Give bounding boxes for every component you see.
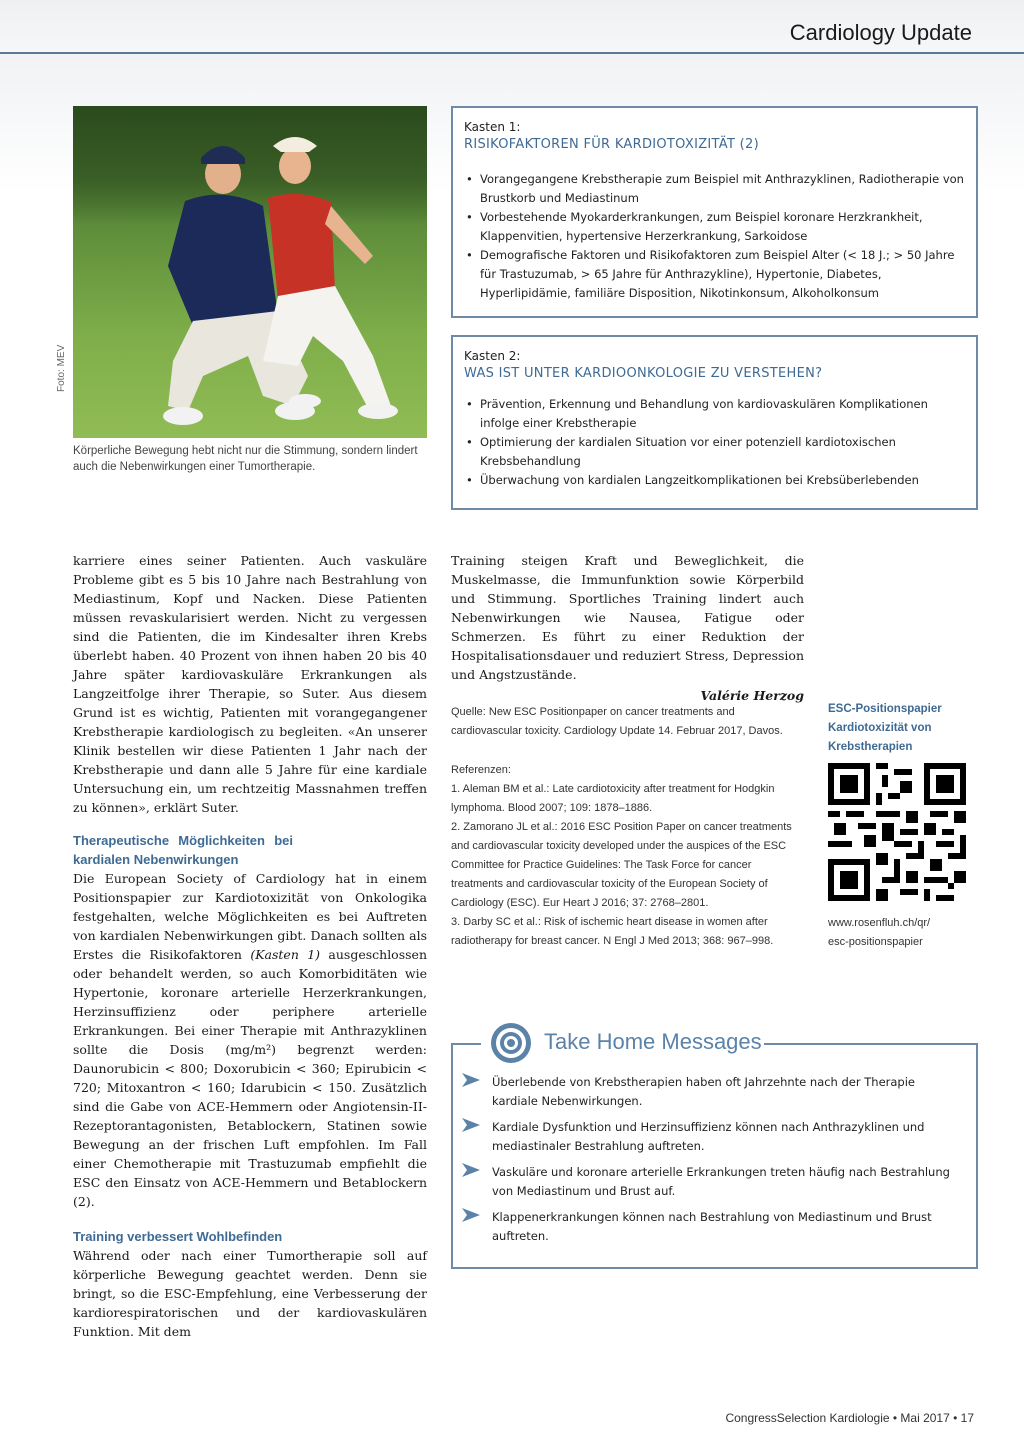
kasten-2-label: Kasten 2: xyxy=(464,349,521,363)
take-home-text: Überlebende von Krebstherapien haben oft Jahrzehnte nach der Therapie kardiale Nebenwirkungen. xyxy=(492,1075,915,1108)
page-footer: CongressSelection Kardiologie • Mai 2017 • 17 xyxy=(725,1411,974,1425)
article-column-2 xyxy=(451,551,804,705)
kasten-2-item: • Optimierung der kardialen Situation vor einer potenziell kardiotoxischen Krebsbehandlung xyxy=(464,433,966,471)
body-paragraph: Training steigen Kraft und Beweglichkeit, die Muskelmasse, die Immunfunktion sowie Körperbild und Stimmung. Sportliches Training lindert auch Nebenwirkungen wie Nausea, Fatigue oder Schmerzen. Es führt zu einer Reduktion der Hospitalisationsdauer und reduziert Stress, Depression und Angstzustände. xyxy=(451,553,804,682)
kasten-1-item: • Vorbestehende Myokarderkrankungen, zum Beispiel koronare Herzkrankheit, Klappenvitien, hypertensive Herzerkrankung, Sarkoidose xyxy=(464,208,966,246)
kasten-reference: (Kasten 1) xyxy=(250,947,321,962)
take-home-border xyxy=(764,1043,976,1045)
kasten-1-item: • Demografische Faktoren und Risikofaktoren zum Beispiel Alter (< 18 J.; > 50 Jahre für Trastuzumab, > 65 Jahre für Anthrazykline), Hypertonie, Diabetes, Hyperlipidämie, familiäre Disposition, Nikotinkonsum, Alkoholkonsum xyxy=(464,246,966,303)
body-paragraph xyxy=(73,869,427,1211)
references-heading: Referenzen: xyxy=(451,764,511,776)
take-home-text: Vaskuläre und koronare arterielle Erkrankungen treten häufig nach Bestrahlung von Mediastinum und Brust auf. xyxy=(492,1165,950,1198)
take-home-text: Kardiale Dysfunktion und Herzinsuffizienz können nach Anthrazyklinen und mediastinaler Bestrahlung auftreten. xyxy=(492,1120,925,1153)
photo-caption: Körperliche Bewegung hebt nicht nur die Stimmung, sondern lindert auch die Nebenwirkungen einer Tumortherapie. xyxy=(73,445,418,473)
qr-title: ESC-Positionspapier Kardiotoxizität von Krebstherapien xyxy=(828,703,942,753)
kasten-2-list xyxy=(464,395,966,490)
kasten-1-box xyxy=(451,106,978,318)
source-note xyxy=(451,703,806,741)
article-column-1 xyxy=(73,551,427,1341)
reference-item: 3. Darby SC et al.: Risk of ischemic heart disease in women after radiotherapy for breast cancer. N Engl J Med 2013; 368: 967–998. xyxy=(451,916,774,947)
target-icon xyxy=(490,1022,532,1064)
take-home-text: Klappenerkrankungen können nach Bestrahlung von Mediastinum und Brust auftreten. xyxy=(492,1210,932,1243)
references xyxy=(451,761,806,951)
arrow-right-icon xyxy=(462,1073,480,1087)
kasten-2-box xyxy=(451,335,978,510)
take-home-title: Take Home Messages xyxy=(544,1029,762,1054)
take-home-list xyxy=(462,1073,962,1253)
qr-url-line: esc-positionspapier xyxy=(828,936,923,948)
page-header-title: Cardiology Update xyxy=(789,20,972,45)
arrow-right-icon xyxy=(462,1208,480,1222)
header-band xyxy=(0,0,1024,54)
photo-illustration xyxy=(73,106,427,438)
arrow-right-icon xyxy=(462,1118,480,1132)
arrow-right-icon xyxy=(462,1163,480,1177)
body-paragraph: karriere eines seiner Patienten. Auch vaskuläre Probleme gibt es 5 bis 10 Jahre nach Bestrahlung von Mediastinum, Kopf und Nacken. Diese Patienten müssen revaskularisiert werden. Nicht zu vergessen sind die Patienten, die im Kindesalter ihren Krebs überlebt haben. 40 Prozent von ihnen haben 20 bis 40 Jahre später kardiovaskuläre Erkrankungen als Langzeitfolge ihrer Therapie, so Suter. Aus diesem Grund ist es wichtig, Patienten mit vorangegangener Krebstherapie kardiologisch zu begleiten. «An unserer Klinik bestellen wir diese Patienten 1 Jahr nach der Krebstherapie und dann alle 5 Jahre für eine kardiale Untersuchung ein, um rechtzeitig Massnahmen treffen zu können», erklärt Suter. xyxy=(73,553,427,815)
qr-url[interactable] xyxy=(828,914,978,952)
source-label: Quelle: xyxy=(451,706,486,718)
section-heading-therapy: Therapeutische Möglichkeiten bei kardialen Nebenwirkungen xyxy=(73,833,293,867)
kasten-1-item: • Vorangegangene Krebstherapie zum Beispiel mit Anthrazyklinen, Radiotherapie von Brustkorb und Mediastinum xyxy=(464,170,966,208)
author-name: Valérie Herzog xyxy=(700,688,804,703)
reference-item: 2. Zamorano JL et al.: 2016 ESC Position Paper on cancer treatments and cardiovascular toxicity developed under the auspices of the ESC Committee for Practice Guidelines: The Task Force for cancer treatments and cardiovascular toxicity of the European Society of Cardiology (ESC). Eur Heart J 2016; 37: 2768–2801. xyxy=(451,821,792,909)
take-home-item xyxy=(462,1163,962,1201)
article-photo xyxy=(73,106,427,438)
kasten-1-label: Kasten 1: xyxy=(464,120,521,134)
take-home-item xyxy=(462,1118,962,1156)
body-text: Die European Society of Cardiology hat in einem Positionspapier zur Kardiotoxizität von Onkologika festgehalten, welche Möglichkeiten es bei Auftreten von kardialen Nebenwirkungen gibt. Danach sollten als Erstes die Risikofaktoren xyxy=(73,871,427,962)
photo-credit: Foto: MEV xyxy=(56,344,67,392)
section-heading-training: Training verbessert Wohlbefinden xyxy=(73,1229,283,1244)
kasten-2-item: • Überwachung von kardialen Langzeitkomplikationen bei Krebsüberlebenden xyxy=(464,471,966,490)
source-text: New ESC Positionpaper on cancer treatments and cardiovascular toxicity. Cardiology Update 14. Februar 2017, Davos. xyxy=(451,706,783,737)
take-home-item xyxy=(462,1208,962,1246)
take-home-item xyxy=(462,1073,962,1111)
qr-code-icon[interactable] xyxy=(828,763,966,901)
kasten-1-title: RISIKOFAKTOREN FÜR KARDIOTOXIZITÄT (2) xyxy=(464,137,759,152)
kasten-1-list xyxy=(464,170,966,303)
take-home-border xyxy=(451,1043,481,1045)
reference-item: 1. Aleman BM et al.: Late cardiotoxicity after treatment for Hodgkin lymphoma. Blood 2007; 109: 1878–1886. xyxy=(451,783,775,814)
qr-url-line: www.rosenfluh.ch/qr/ xyxy=(828,917,931,929)
kasten-2-title: WAS IST UNTER KARDIOONKOLOGIE ZU VERSTEHEN? xyxy=(464,366,823,381)
body-paragraph: Während oder nach einer Tumortherapie soll auf körperliche Bewegung geachtet werden. Denn sie bringt, so die ESC-Empfehlung, eine Verbesserung der kardiorespiratorischen und der kardiovaskulären Funktion. Mit dem xyxy=(73,1248,427,1339)
body-text: ausgeschlossen oder behandelt werden, so auch Komorbiditäten wie Hypertonie, koronare arterielle Herzerkrankungen, Herzinsuffizienz oder periphere arterielle Erkrankungen. Bei einer Therapie mit Anthrazyklinen sollte die Dosis (mg/m²) begrenzt werden: Daunorubicin < 800; Doxorubicin < 360; Epirubicin < 720; Mitoxantron < 160; Idarubicin < 150. Zusätzlich sind die Gabe von ACE-Hemmern oder Angiotensin-II-Rezeptorantagonisten, Betablockern, Statinen sowie Bewegung an der frischen Luft empfohlen. Im Fall einer Chemotherapie mit Trastuzumab empfiehlt die ESC den Einsatz von ACE-Hemmern und Betablockern (2). xyxy=(73,947,427,1209)
kasten-2-item: • Prävention, Erkennung und Behandlung von kardiovaskulären Komplikationen infolge einer Krebstherapie xyxy=(464,395,966,433)
